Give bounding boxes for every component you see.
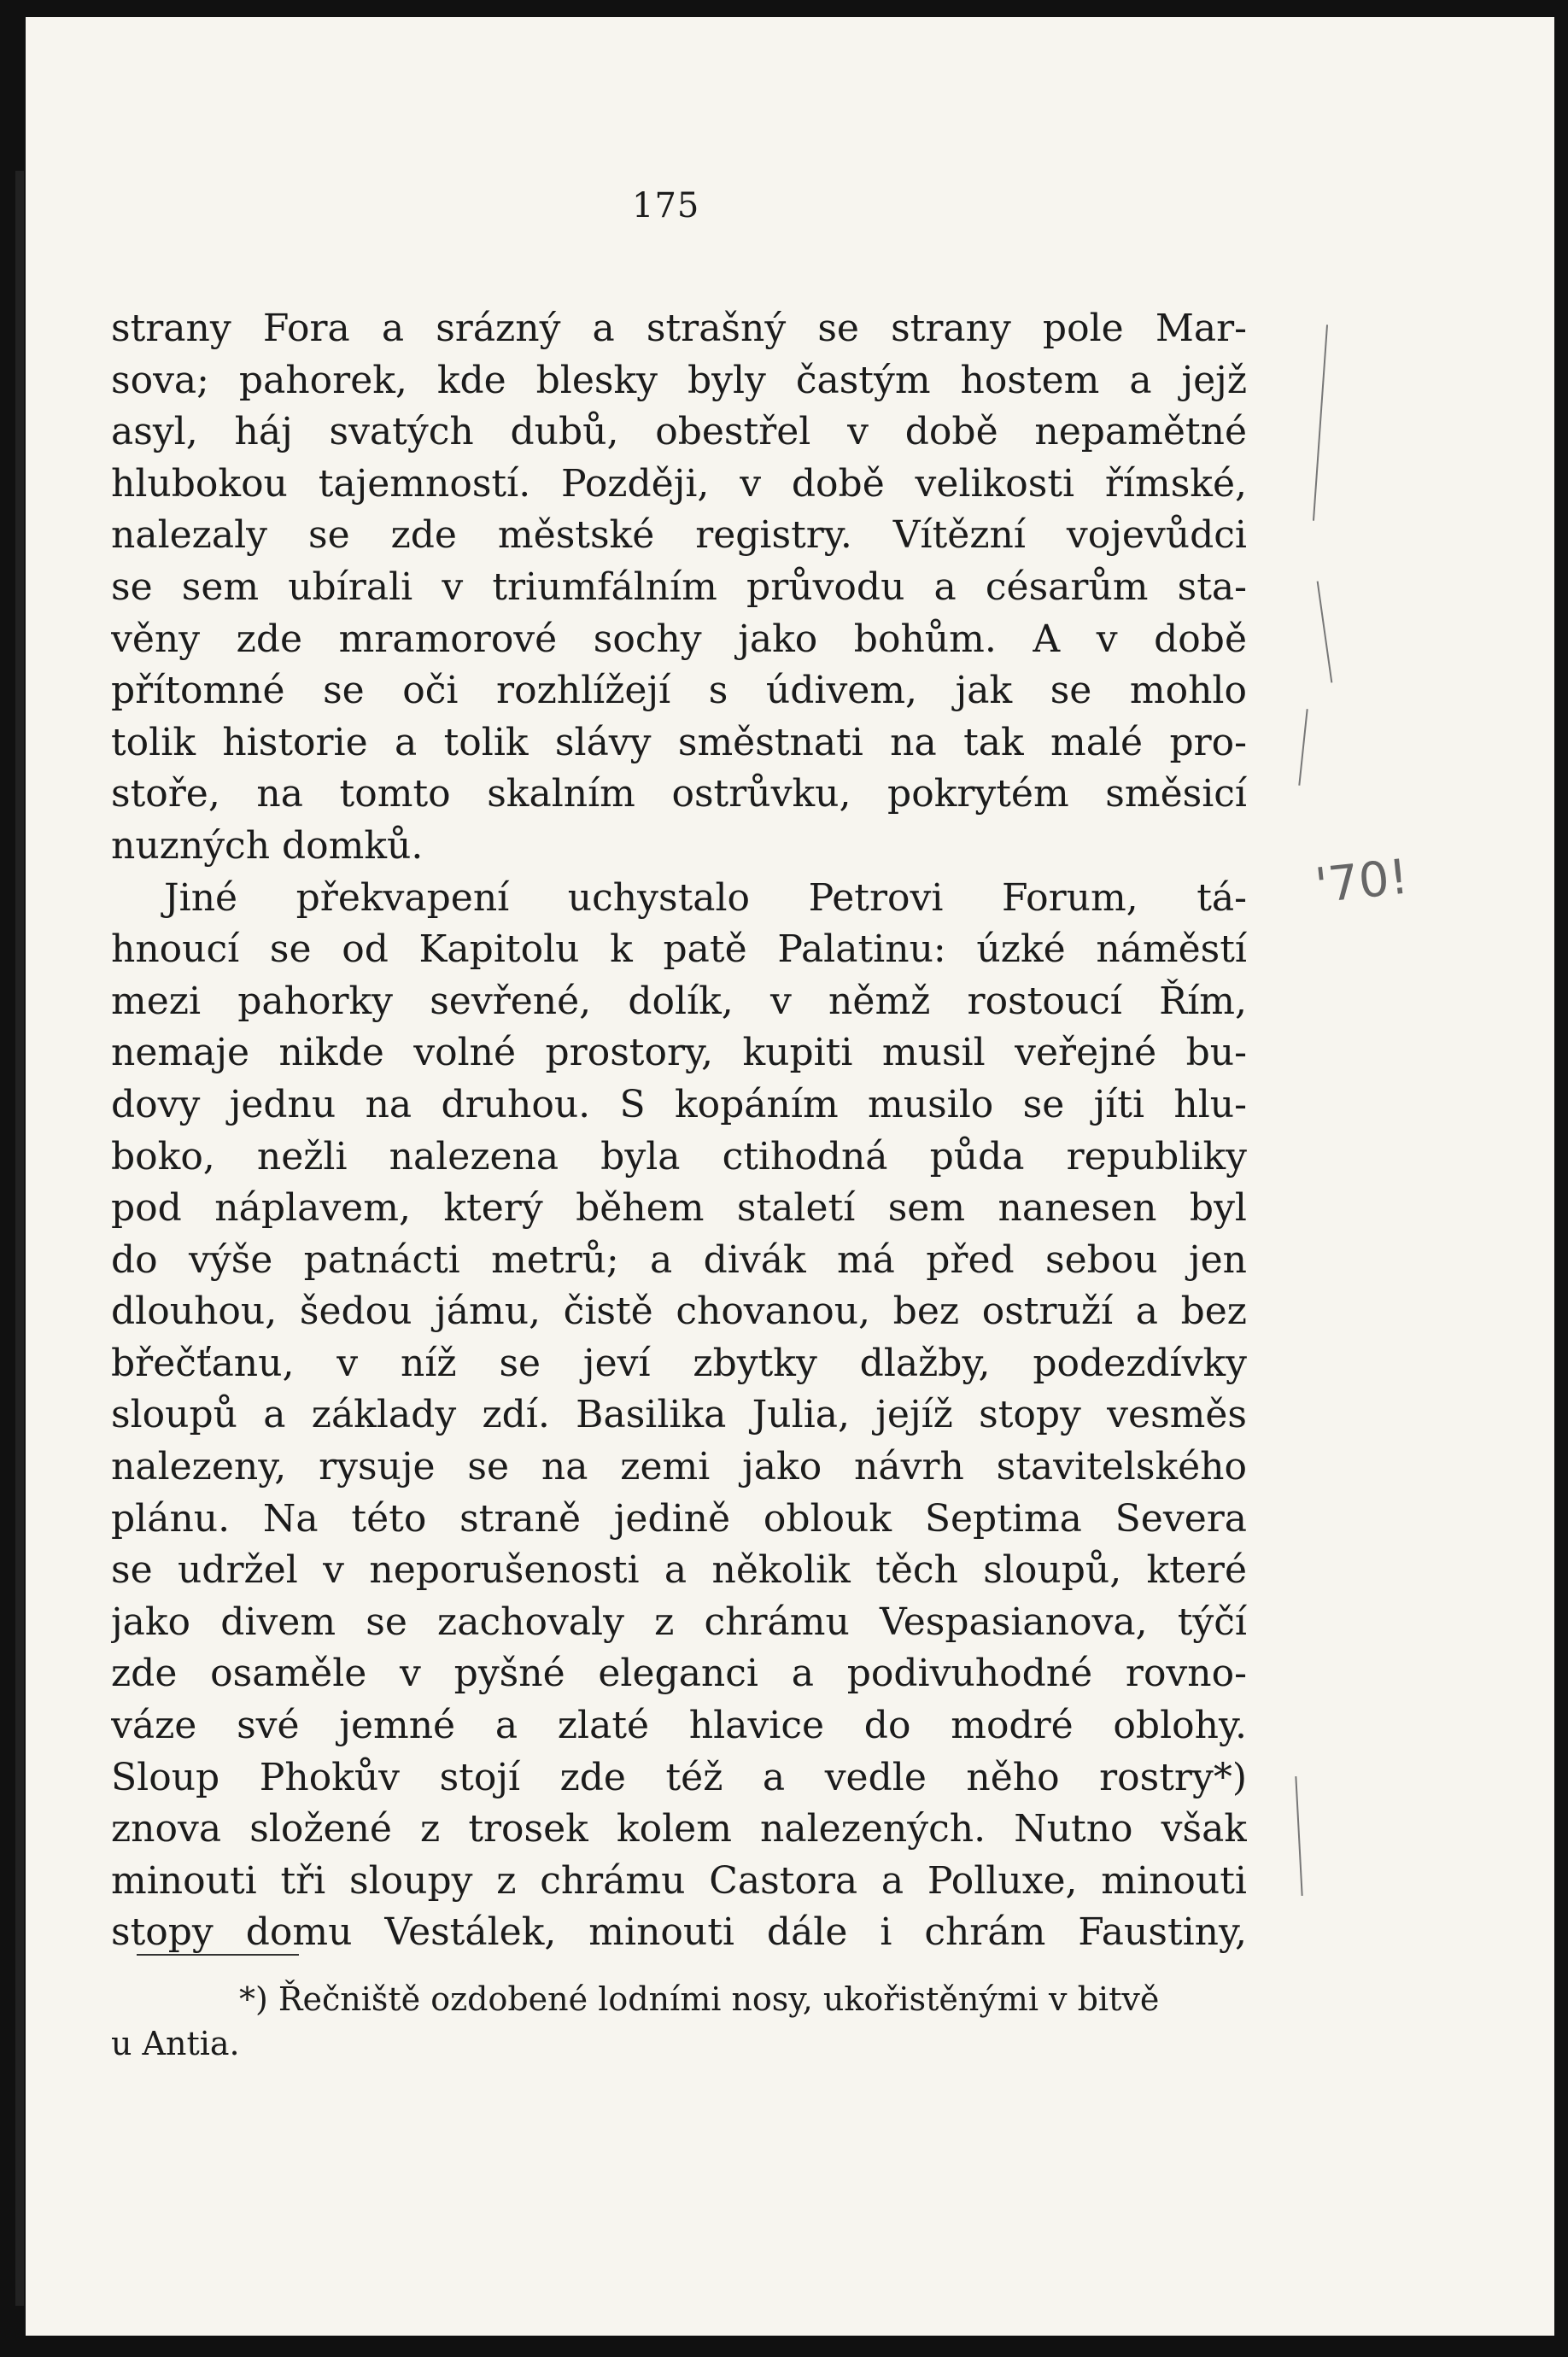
text-line: nalezeny, rysuje se na zemi jako návrh stavitelského: [111, 1445, 1247, 1489]
text-line: váze své jemné a zlaté hlavice do modré oblohy.: [111, 1704, 1247, 1748]
text-line: mezi pahorky sevřené, dolík, v němž rostoucí Řím,: [111, 979, 1247, 1023]
text-line: strany Fora a srázný a strašný se strany pole Mar-: [111, 307, 1247, 350]
text-line: asyl, háj svatých dubů, obestřel v době nepamětné: [111, 410, 1247, 454]
text-line: do výše patnácti metrů; a divák má před sebou jen: [111, 1237, 1247, 1282]
text-line: Jiné překvapení uchystalo Petrovi Forum, tá-: [164, 875, 1247, 920]
text-line: hnoucí se od Kapitolu k patě Palatinu: úzké náměstí: [111, 927, 1247, 972]
footnote-divider: [137, 1954, 299, 1956]
text-line: pod náplavem, který během staletí sem nanesen byl: [111, 1186, 1247, 1231]
page-number: 175: [632, 186, 700, 225]
text-line: dlouhou, šedou jámu, čistě chovanou, bez ostruží a bez: [111, 1290, 1247, 1334]
text-line: nuzných domků.: [111, 823, 424, 868]
footnote: [111, 1977, 1247, 2066]
text-line: Sloup Phokův stojí zde též a vedle něho rostry*): [111, 1755, 1247, 1799]
text-line: znova složené z trosek kolem nalezených. Nutno však: [111, 1807, 1247, 1851]
text-line: nemaje nikde volné prostory, kupiti musil veřejné bu-: [111, 1031, 1247, 1075]
footnote-line: u Antia.: [111, 2025, 240, 2062]
text-line: minouti tři sloupy z chrámu Castora a Polluxe, minouti: [111, 1858, 1247, 1903]
text-line: stoře, na tomto skalním ostrůvku, pokrytém směsicí: [111, 772, 1247, 816]
text-line: břečťanu, v níž se jeví zbytky dlažby, podezdívky: [111, 1341, 1247, 1385]
body-text: [111, 303, 1247, 1959]
text-line: dovy jednu na druhou. S kopáním musilo se jíti hlu-: [111, 1082, 1247, 1126]
binding-edge: [15, 171, 24, 2306]
text-line: přítomné se oči rozhlížejí s údivem, jak se mohlo: [111, 669, 1247, 713]
text-line: jako divem se zachovaly z chrámu Vespasianova, týčí: [111, 1600, 1247, 1644]
text-line: hlubokou tajemností. Později, v době velikosti římské,: [111, 461, 1247, 506]
text-line: se sem ubírali v triumfálním průvodu a césarům sta-: [111, 564, 1247, 609]
text-line: nalezaly se zde městské registry. Vítězní vojevůdci: [111, 513, 1247, 558]
text-line: stopy domu Vestálek, minouti dále i chrám Faustiny,: [111, 1910, 1247, 1955]
text-line: sloupů a základy zdí. Basilika Julia, jejíž stopy vesměs: [111, 1393, 1247, 1437]
footnote-line: *) Řečniště ozdobené lodními nosy, ukořistěnými v bitvě: [239, 1980, 1160, 2018]
text-line: věny zde mramorové sochy jako bohům. A v době: [111, 617, 1247, 661]
text-line: sova; pahorek, kde blesky byly častým hostem a jejž: [111, 358, 1247, 402]
text-line: zde osaměle v pyšné eleganci a podivuhodné rovno-: [111, 1652, 1247, 1696]
text-line: plánu. Na této straně jedině oblouk Septima Severa: [111, 1496, 1247, 1541]
text-line: se udržel v neporušenosti a několik těch sloupů, které: [111, 1548, 1247, 1593]
text-line: tolik historie a tolik slávy směstnati na tak malé pro-: [111, 720, 1247, 764]
text-line: boko, nežli nalezena byla ctihodná půda republiky: [111, 1134, 1247, 1178]
margin-pencil-annotation: '70!: [1312, 849, 1412, 915]
